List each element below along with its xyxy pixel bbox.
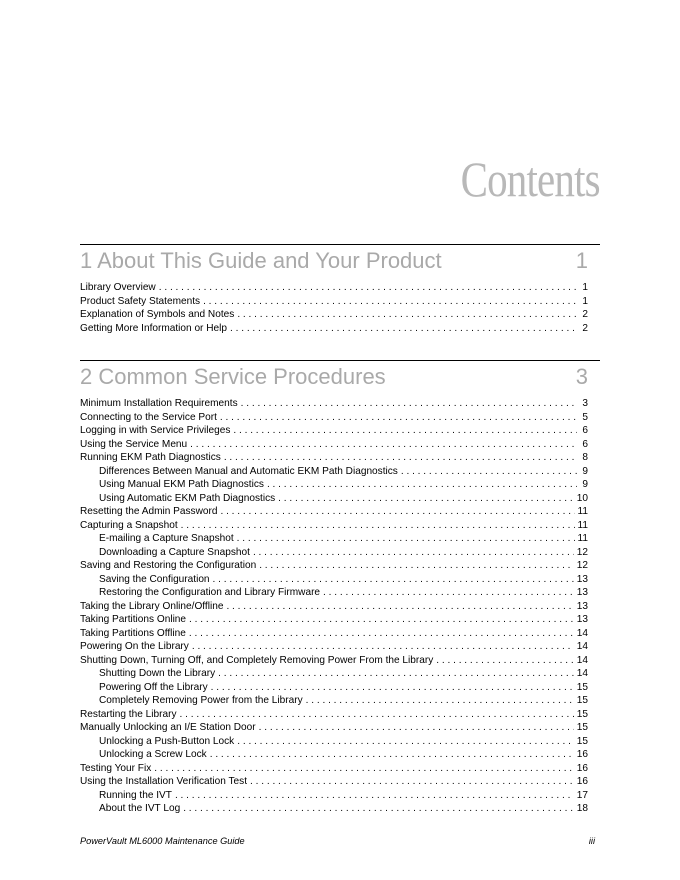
toc-entry-page: 2 bbox=[582, 322, 588, 334]
toc-entry-title: Connecting to the Service Port bbox=[80, 411, 217, 423]
dot-leader bbox=[259, 721, 574, 735]
toc-entry-page: 13 bbox=[576, 587, 588, 598]
toc-entry-title: About the IVT Log bbox=[99, 803, 181, 814]
toc-entry-title: Library Overview bbox=[80, 282, 156, 293]
toc-entry-title: Taking Partitions Online bbox=[80, 614, 187, 625]
toc-entry-page: 6 bbox=[582, 438, 588, 450]
dot-leader bbox=[250, 775, 574, 789]
toc-entry-page: 14 bbox=[576, 627, 588, 639]
chapter-section bbox=[80, 360, 600, 816]
toc-entry-page: 9 bbox=[582, 479, 588, 490]
dot-leader bbox=[211, 681, 574, 695]
toc-entry[interactable] bbox=[80, 802, 600, 816]
dot-leader bbox=[203, 295, 577, 309]
dot-leader bbox=[192, 640, 574, 654]
toc-entry[interactable] bbox=[80, 424, 600, 438]
dot-leader bbox=[189, 627, 574, 641]
toc-entry-page: 1 bbox=[582, 295, 588, 307]
toc-entry-title: Powering On the Library bbox=[80, 641, 189, 652]
toc-entry-page: 16 bbox=[576, 776, 588, 787]
chapter-section bbox=[80, 244, 600, 335]
toc-entry-title: Using Manual EKM Path Diagnostics bbox=[99, 479, 264, 490]
toc-entry-page: 10 bbox=[576, 492, 588, 504]
toc-entry[interactable] bbox=[80, 546, 600, 560]
toc-entry[interactable] bbox=[80, 411, 600, 425]
chapter-page-number: 1 bbox=[575, 248, 588, 273]
dot-leader bbox=[237, 735, 574, 749]
chapter-rule bbox=[80, 244, 600, 245]
dot-leader bbox=[180, 708, 574, 722]
toc-entry-title: Running the IVT bbox=[99, 789, 172, 801]
toc-entry[interactable] bbox=[80, 667, 600, 681]
toc-entry[interactable] bbox=[80, 654, 600, 668]
toc-entry-page: 6 bbox=[582, 425, 588, 436]
toc-entry[interactable] bbox=[80, 451, 600, 465]
toc-entry[interactable] bbox=[80, 762, 600, 776]
dot-leader bbox=[306, 694, 574, 708]
toc-entry[interactable] bbox=[80, 478, 600, 492]
toc-entry-page: 8 bbox=[582, 452, 588, 463]
toc-entry-page: 2 bbox=[582, 309, 588, 320]
chapter-rule bbox=[80, 360, 600, 361]
toc-entry[interactable] bbox=[80, 640, 600, 654]
toc-list bbox=[80, 281, 600, 335]
toc-entry[interactable] bbox=[80, 505, 600, 519]
toc-entry-title: Using Automatic EKM Path Diagnostics bbox=[99, 492, 276, 504]
toc-entry-page: 14 bbox=[576, 654, 588, 666]
dot-leader bbox=[267, 478, 577, 492]
toc-entry[interactable] bbox=[80, 600, 600, 614]
dot-leader bbox=[189, 613, 574, 627]
dot-leader bbox=[224, 451, 577, 465]
toc-entry-title: Getting More Information or Help bbox=[80, 322, 227, 334]
toc-entry-page: 14 bbox=[576, 641, 588, 652]
toc-entry-title: Powering Off the Library bbox=[99, 681, 208, 693]
toc-entry-page: 16 bbox=[576, 762, 588, 774]
toc-entry-title: Product Safety Statements bbox=[80, 295, 201, 307]
dot-leader bbox=[220, 411, 577, 425]
toc-entry-page: 15 bbox=[576, 681, 588, 693]
toc-entry-title: Saving and Restoring the Configuration bbox=[80, 560, 257, 571]
toc-entry-page: 15 bbox=[576, 708, 588, 720]
toc-entry[interactable] bbox=[80, 322, 600, 336]
dot-leader bbox=[175, 789, 574, 803]
toc-entry-title: Using the Installation Verification Test bbox=[80, 776, 248, 787]
toc-entry-page: 9 bbox=[582, 465, 588, 477]
toc-entry-page: 11 bbox=[577, 506, 588, 517]
toc-entry[interactable] bbox=[80, 573, 600, 587]
toc-entry-title: Downloading a Capture Snapshot bbox=[99, 546, 250, 558]
dot-leader bbox=[401, 465, 577, 479]
toc-entry-title: Restarting the Library bbox=[80, 708, 177, 720]
dot-leader bbox=[278, 492, 574, 506]
toc-entry[interactable] bbox=[80, 694, 600, 708]
dot-leader bbox=[436, 654, 574, 668]
chapter-title: 1 About This Guide and Your Product bbox=[80, 248, 442, 273]
chapter-title: 2 Common Service Procedures bbox=[80, 364, 386, 389]
toc-entry-page: 5 bbox=[582, 411, 588, 423]
dot-leader bbox=[230, 322, 577, 336]
dot-leader bbox=[323, 586, 574, 600]
page-footer bbox=[80, 836, 595, 846]
toc-entry-page: 13 bbox=[576, 600, 588, 612]
toc-entry[interactable] bbox=[80, 295, 600, 309]
toc-entry-page: 1 bbox=[582, 282, 588, 293]
toc-entry[interactable] bbox=[80, 308, 600, 322]
page-title: Contents bbox=[460, 151, 600, 207]
toc-entry-title: Running EKM Path Diagnostics bbox=[80, 452, 221, 463]
dot-leader bbox=[183, 802, 574, 816]
toc-entry-title: Taking Partitions Offline bbox=[80, 627, 186, 639]
toc-entry-title: Testing Your Fix bbox=[80, 762, 152, 774]
toc-entry[interactable] bbox=[80, 559, 600, 573]
toc-entry-title: Restoring the Configuration and Library Firmware bbox=[99, 587, 321, 598]
toc-entry-page: 15 bbox=[576, 722, 588, 733]
toc-entry-page: 13 bbox=[576, 614, 588, 625]
dot-leader bbox=[210, 748, 574, 762]
dot-leader bbox=[218, 667, 574, 681]
toc-entry-page: 14 bbox=[576, 668, 588, 679]
toc-entry-page: 3 bbox=[582, 398, 588, 409]
dot-leader bbox=[226, 600, 573, 614]
dot-leader bbox=[237, 308, 577, 322]
toc-entry[interactable] bbox=[80, 708, 600, 722]
toc-entry[interactable] bbox=[80, 627, 600, 641]
toc-entry[interactable] bbox=[80, 397, 600, 411]
toc-entry-page: 18 bbox=[576, 803, 588, 814]
toc-entry[interactable] bbox=[80, 586, 600, 600]
toc-entry-title: Manually Unlocking an I/E Station Door bbox=[80, 722, 256, 733]
toc-entry[interactable] bbox=[80, 281, 600, 295]
dot-leader bbox=[241, 397, 577, 411]
toc-entry-title: Resetting the Admin Password bbox=[80, 506, 218, 517]
toc-entry[interactable] bbox=[80, 532, 600, 546]
toc-entry-page: 11 bbox=[577, 519, 588, 531]
chapter-heading[interactable] bbox=[80, 363, 600, 391]
dot-leader bbox=[233, 424, 577, 438]
dot-leader bbox=[159, 281, 577, 295]
toc-entry-page: 12 bbox=[576, 560, 588, 571]
toc-entry-title: Minimum Installation Requirements bbox=[80, 398, 238, 409]
toc-entry-page: 16 bbox=[576, 749, 588, 760]
toc-entry[interactable] bbox=[80, 492, 600, 506]
chapter-heading[interactable] bbox=[80, 247, 600, 275]
toc-entry-title: Taking the Library Online/Offline bbox=[80, 600, 224, 612]
toc-entry[interactable] bbox=[80, 748, 600, 762]
toc-entry[interactable] bbox=[80, 681, 600, 695]
toc-entry-page: 15 bbox=[576, 735, 588, 747]
dot-leader bbox=[253, 546, 574, 560]
toc-entry-title: Explanation of Symbols and Notes bbox=[80, 309, 235, 320]
toc-entry-page: 12 bbox=[576, 546, 588, 558]
toc-entry-title: Using the Service Menu bbox=[80, 438, 188, 450]
toc-list bbox=[80, 397, 600, 816]
toc-entry-title: Unlocking a Screw Lock bbox=[99, 749, 207, 760]
toc-entry-page: 11 bbox=[577, 533, 588, 544]
dot-leader bbox=[220, 505, 574, 519]
toc-entry[interactable] bbox=[80, 775, 600, 789]
toc-entry[interactable] bbox=[80, 789, 600, 803]
toc-entry-page: 17 bbox=[576, 789, 588, 801]
toc-entry-title: E-mailing a Capture Snapshot bbox=[99, 533, 234, 544]
dot-leader bbox=[181, 519, 575, 533]
toc-entry-title: Saving the Configuration bbox=[99, 573, 210, 585]
toc-entry[interactable] bbox=[80, 438, 600, 452]
footer-document-title: PowerVault ML6000 Maintenance Guide bbox=[80, 836, 245, 846]
toc-entry-title: Differences Between Manual and Automatic EKM Path Diagnostics bbox=[99, 465, 398, 477]
dot-leader bbox=[259, 559, 574, 573]
toc-entry[interactable] bbox=[80, 735, 600, 749]
dot-leader bbox=[154, 762, 574, 776]
toc-entry[interactable] bbox=[80, 613, 600, 627]
toc-entry-title: Capturing a Snapshot bbox=[80, 519, 178, 531]
toc-entry-page: 15 bbox=[576, 695, 588, 706]
toc-entry-title: Unlocking a Push-Button Lock bbox=[99, 735, 235, 747]
toc-entry-title: Shutting Down the Library bbox=[99, 668, 216, 679]
chapter-page-number: 3 bbox=[575, 364, 588, 389]
footer-page-number: iii bbox=[588, 836, 595, 846]
dot-leader bbox=[237, 532, 575, 546]
toc-entry-title: Completely Removing Power from the Library bbox=[99, 695, 303, 706]
dot-leader bbox=[190, 438, 577, 452]
toc-entry-page: 13 bbox=[576, 573, 588, 585]
toc-entry-title: Shutting Down, Turning Off, and Completely Removing Power From the Library bbox=[80, 654, 434, 666]
toc-entry[interactable] bbox=[80, 721, 600, 735]
toc-entry-title: Logging in with Service Privileges bbox=[80, 425, 231, 436]
toc-entry[interactable] bbox=[80, 465, 600, 479]
dot-leader bbox=[213, 573, 574, 587]
toc-entry[interactable] bbox=[80, 519, 600, 533]
